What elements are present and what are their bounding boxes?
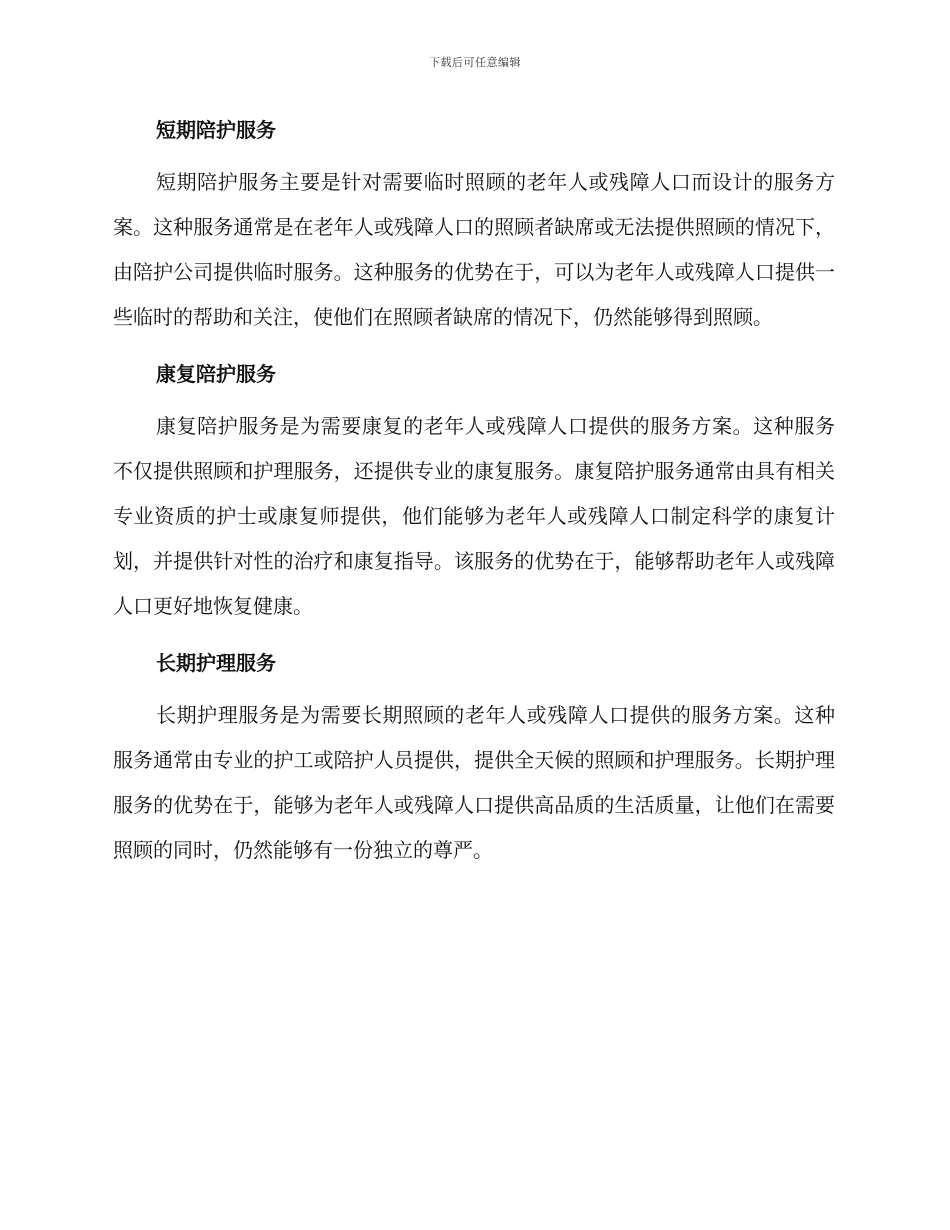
section-paragraph-long-term: 长期护理服务是为需要长期照顾的老年人或残障人口提供的服务方案。这种服务通常由专业的护工或陪护人员提供，提供全天候的照顾和护理服务。长期护理服务的优势在于，能够为老年人或残障人口提供高品质的生活质量，让他们在需要照顾的同时，仍然能够有一份独立的尊严。 <box>113 703 835 862</box>
page-header: 下载后可任意编辑 <box>429 56 521 69</box>
section-paragraph-short-term: 短期陪护服务主要是针对需要临时照顾的老年人或残障人口而设计的服务方案。这种服务通常是在老年人或残障人口的照顾者缺席或无法提供照顾的情况下，由陪护公司提供临时服务。这种服务的优势在于，可以为老年人或残障人口提供一些临时的帮助和关注，使他们在照顾者缺席的情况下，仍然能够得到照顾。 <box>113 170 835 329</box>
document-body <box>113 108 835 885</box>
section-paragraph-rehabilitation: 康复陪护服务是为需要康复的老年人或残障人口提供的服务方案。这种服务不仅提供照顾和护理服务，还提供专业的康复服务。康复陪护服务通常由具有相关专业资质的护士或康复师提供，他们能够为老年人或残障人口制定科学的康复计划，并提供针对性的治疗和康复指导。该服务的优势在于，能够帮助老年人或残障人口更好地恢复健康。 <box>113 414 835 618</box>
section-heading-rehabilitation: 康复陪护服务 <box>156 362 276 386</box>
section-heading-long-term: 长期护理服务 <box>156 651 276 675</box>
section-heading-short-term: 短期陪护服务 <box>156 118 276 142</box>
